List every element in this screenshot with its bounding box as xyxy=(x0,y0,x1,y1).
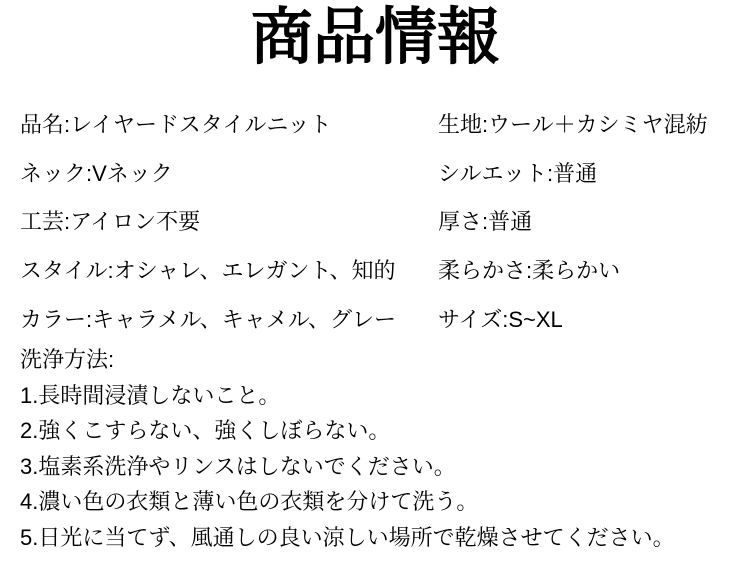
spec-label-size: サイズ: xyxy=(438,306,509,332)
washing-step-5: 5.日光に当てず、風通しの良い涼しい場所で乾燥させてください。 xyxy=(20,524,675,550)
spec-value-fabric: ウール＋カシミヤ混紡 xyxy=(488,112,708,137)
spec-label-silhouette: シルエット: xyxy=(438,160,554,186)
washing-step-4: 4.濃い色の衣類と薄い色の衣類を分けて洗う。 xyxy=(20,489,479,514)
washing-step-1: 1.長時間浸漬しないこと。 xyxy=(20,382,281,408)
spec-value-size: S~XL xyxy=(508,306,563,332)
spec-value-neck: Vネック xyxy=(92,160,173,186)
spec-label-style: スタイル: xyxy=(20,258,114,284)
spec-row-size xyxy=(438,307,732,333)
spec-row-style xyxy=(20,258,438,284)
product-spec-list xyxy=(20,112,732,355)
spec-label-thickness: 厚さ: xyxy=(438,209,489,235)
page-title: 商品情報 xyxy=(250,3,499,72)
spec-value-thickness: 普通 xyxy=(488,209,533,235)
spec-value-color: キャラメル、キャメル、グレー xyxy=(92,306,396,332)
spec-label-color: カラー: xyxy=(20,306,93,332)
washing-step-3: 3.塩素系洗浄やリンスはしないでください。 xyxy=(20,453,456,479)
spec-row-fabric xyxy=(438,112,732,138)
spec-label-neck: ネック: xyxy=(20,160,93,186)
spec-label-softness: 柔らかさ: xyxy=(438,258,533,284)
spec-row-neck xyxy=(20,161,438,187)
spec-label-craft: 工芸: xyxy=(20,209,71,235)
washing-heading: 洗浄方法: xyxy=(20,347,115,372)
spec-value-product-name: レイヤードスタイルニット xyxy=(70,112,332,137)
spec-value-craft: アイロン不要 xyxy=(70,209,201,235)
spec-row-silhouette xyxy=(438,161,732,187)
spec-label-fabric: 生地: xyxy=(438,112,489,137)
spec-value-style: オシャレ、エレガント、知的 xyxy=(113,258,396,284)
spec-row-craft xyxy=(20,209,438,235)
spec-label-product-name: 品名: xyxy=(20,112,71,137)
spec-value-softness: 柔らかい xyxy=(532,258,621,284)
spec-row-thickness xyxy=(438,209,732,235)
spec-value-silhouette: 普通 xyxy=(553,160,598,186)
spec-row-softness xyxy=(438,258,732,284)
washing-step-2: 2.強くこすらない、強くしぼらない。 xyxy=(20,418,391,443)
spec-row-product-name xyxy=(20,112,438,138)
spec-row-color xyxy=(20,307,438,333)
washing-instructions xyxy=(20,342,732,555)
